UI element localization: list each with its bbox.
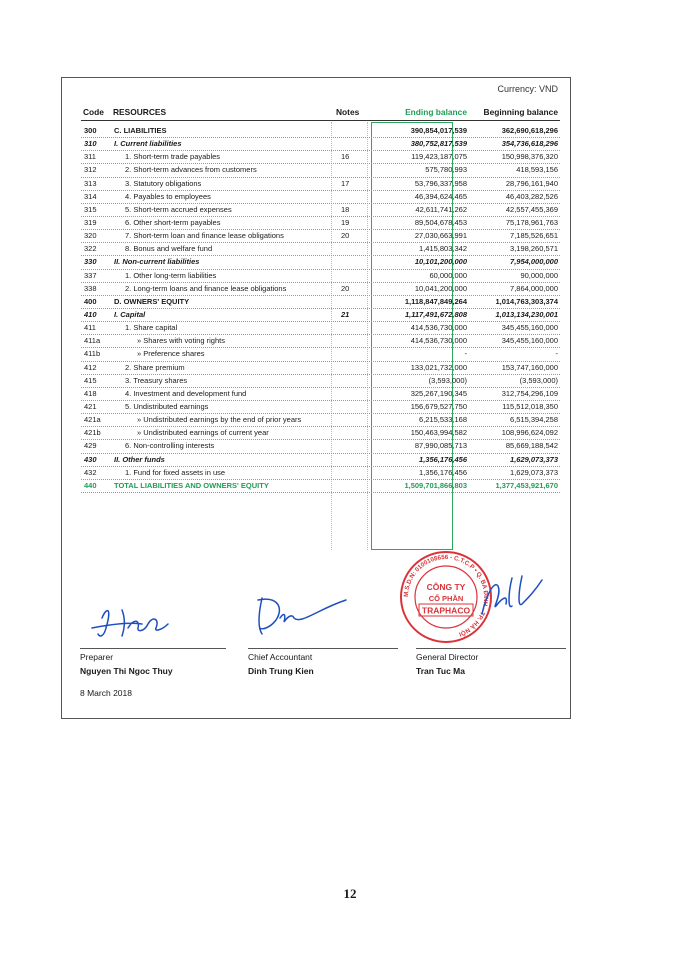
chief-accountant-signature	[248, 588, 358, 643]
row-ending-balance: 1,117,491,672,808	[404, 309, 467, 319]
row-code: 421	[84, 401, 97, 411]
table-row	[81, 362, 560, 375]
table-row	[81, 322, 560, 335]
row-code: 310	[84, 139, 97, 149]
row-beginning-balance: 115,512,018,350	[502, 401, 558, 411]
row-code: 432	[84, 467, 97, 477]
row-ending-balance: -	[464, 349, 467, 359]
row-label: TOTAL LIABILITIES AND OWNERS' EQUITY	[114, 480, 269, 490]
row-label: 7. Short-term loan and finance lease obligations	[125, 231, 284, 241]
row-label: 2. Share premium	[125, 362, 185, 372]
table-row	[81, 164, 560, 177]
table-row	[81, 348, 560, 361]
stamp-line-1: CÔNG TY	[426, 582, 466, 592]
row-label: 5. Undistributed earnings	[125, 401, 209, 411]
table-row	[81, 467, 560, 480]
table-row	[81, 256, 560, 269]
row-beginning-balance: 153,747,160,000	[501, 362, 558, 372]
row-ending-balance: 6,215,533,168	[419, 415, 467, 425]
preparer-name: Nguyen Thi Ngoc Thuy	[80, 666, 173, 676]
row-label: 5. Short-term accrued expenses	[125, 204, 232, 214]
header-code: Code	[83, 107, 104, 117]
table-row	[81, 270, 560, 283]
row-code: 411	[84, 323, 96, 333]
row-beginning-balance: 75,178,961,763	[505, 217, 558, 227]
row-ending-balance: 1,415,803,342	[419, 244, 467, 254]
row-label: 2. Short-term advances from customers	[125, 165, 257, 175]
row-note: 18	[341, 204, 350, 214]
director-name: Tran Tuc Ma	[416, 666, 465, 676]
row-ending-balance: 1,356,176,456	[419, 454, 467, 464]
header-beginning-balance: Beginning balance	[483, 107, 558, 117]
row-ending-balance: 1,356,176,456	[419, 467, 467, 477]
row-label: » Preference shares	[137, 349, 205, 359]
row-note: 17	[341, 178, 350, 188]
table-row	[81, 178, 560, 191]
row-label: 4. Payables to employees	[125, 191, 211, 201]
table-row	[81, 375, 560, 388]
table-row	[81, 296, 560, 309]
table-row	[81, 191, 560, 204]
row-code: 415	[84, 375, 97, 385]
general-director-signature	[472, 566, 552, 626]
row-ending-balance: (3,593,000)	[428, 375, 467, 385]
row-code: 322	[84, 244, 97, 254]
row-ending-balance: 10,041,200,000	[414, 283, 467, 293]
stamp-ring-text: M.S.D.N: 0100108656 - C.T.C.P • Q. BA ĐÌNH - TP. HÀ NỘI	[402, 553, 490, 638]
table-row	[81, 243, 560, 256]
row-code: 319	[84, 217, 97, 227]
table-row	[81, 335, 560, 348]
row-beginning-balance: 28,796,161,940	[505, 178, 558, 188]
preparer-role: Preparer	[80, 652, 114, 662]
row-label: 1. Share capital	[125, 323, 178, 333]
row-label: » Undistributed earnings by the end of prior years	[137, 415, 302, 425]
row-label: I. Capital	[114, 309, 146, 319]
row-code: 338	[84, 283, 97, 293]
row-ending-balance: 390,854,017,539	[410, 126, 467, 135]
preparer-signature	[82, 598, 192, 643]
row-beginning-balance: 7,185,526,651	[510, 231, 558, 241]
table-row	[81, 204, 560, 217]
row-code: 429	[84, 441, 97, 451]
currency-label: Currency: VND	[497, 84, 558, 94]
row-ending-balance: 325,267,190,345	[410, 388, 467, 398]
row-code: 313	[84, 178, 97, 188]
row-beginning-balance: 312,754,296,109	[501, 388, 558, 398]
accountant-name: Dinh Trung Kien	[248, 666, 314, 676]
row-note: 20	[341, 283, 350, 293]
row-note: 20	[341, 231, 350, 241]
table-row	[81, 151, 560, 164]
director-line	[416, 648, 566, 649]
row-code: 440	[84, 480, 97, 490]
table-row	[81, 401, 560, 414]
row-ending-balance: 87,990,085,713	[414, 441, 467, 451]
row-code: 411b	[84, 349, 101, 359]
table-row	[81, 414, 560, 427]
row-label: 6. Non-controlling interests	[125, 441, 215, 451]
stamp-line-3: TRAPHACO	[421, 605, 471, 616]
balance-table	[81, 125, 560, 493]
row-beginning-balance: 345,455,160,000	[501, 323, 558, 333]
row-beginning-balance: 46,403,282,526	[505, 191, 558, 201]
header-resources: RESOURCES	[113, 107, 167, 117]
row-ending-balance: 53,796,337,958	[414, 178, 467, 188]
row-ending-balance: 46,394,624,465	[414, 191, 467, 201]
row-ending-balance: 1,118,847,849,264	[404, 296, 467, 306]
row-label: 3. Treasury shares	[125, 375, 188, 385]
row-ending-balance: 10,101,200,000	[414, 257, 467, 267]
row-ending-balance: 150,463,994,582	[410, 428, 467, 438]
row-code: 314	[84, 191, 97, 201]
row-code: 410	[84, 309, 97, 319]
signing-date: 8 March 2018	[80, 688, 132, 698]
row-label: 8. Bonus and welfare fund	[125, 244, 213, 254]
table-row	[81, 427, 560, 440]
row-beginning-balance: 6,515,394,258	[510, 415, 558, 425]
accountant-role: Chief Accountant	[248, 652, 313, 662]
row-label: I. Current liabilities	[114, 139, 182, 149]
row-beginning-balance: -	[555, 349, 558, 359]
header-notes: Notes	[336, 107, 360, 117]
director-role: General Director	[416, 652, 479, 662]
row-code: 418	[84, 388, 97, 398]
row-label: 1. Fund for fixed assets in use	[125, 467, 226, 477]
statement-frame	[61, 77, 571, 719]
row-beginning-balance: 1,014,763,303,374	[495, 296, 558, 306]
row-ending-balance: 380,752,817,539	[410, 139, 467, 149]
row-label: 6. Other short-term payables	[125, 217, 221, 227]
row-ending-balance: 156,679,527,750	[410, 401, 467, 411]
row-ending-balance: 1,509,701,866,803	[404, 480, 467, 490]
row-code: 421a	[84, 415, 101, 425]
table-row	[81, 454, 560, 467]
row-code: 311	[84, 152, 96, 162]
row-beginning-balance: 1,629,073,373	[510, 467, 558, 477]
row-code: 330	[84, 257, 97, 267]
row-ending-balance: 42,611,741,262	[415, 204, 467, 214]
table-row	[81, 125, 560, 138]
row-beginning-balance: 345,455,160,000	[501, 336, 558, 346]
row-code: 400	[84, 296, 97, 306]
row-beginning-balance: 108,996,624,092	[501, 428, 558, 438]
table-row	[81, 388, 560, 401]
row-code: 320	[84, 231, 97, 241]
row-label: 2. Long-term loans and finance lease obligations	[125, 283, 287, 293]
row-beginning-balance: 42,557,455,369	[505, 204, 558, 214]
row-label: 4. Investment and development fund	[125, 388, 247, 398]
row-code: 412	[84, 362, 97, 372]
row-code: 312	[84, 165, 97, 175]
row-ending-balance: 414,536,730,000	[410, 336, 467, 346]
table-row	[81, 309, 560, 322]
row-beginning-balance: 1,377,453,921,670	[495, 480, 558, 490]
stamp-line-2: CỔ PHẦN	[428, 594, 464, 603]
row-ending-balance: 27,030,663,991	[414, 231, 467, 241]
row-ending-balance: 133,021,732,000	[410, 362, 467, 372]
accountant-line	[248, 648, 398, 649]
row-ending-balance: 414,536,730,000	[410, 323, 467, 333]
row-code: 430	[84, 454, 97, 464]
row-note: 16	[341, 152, 350, 162]
row-beginning-balance: 90,000,000	[520, 270, 558, 280]
row-code: 411a	[84, 336, 101, 346]
row-note: 19	[341, 217, 350, 227]
row-code: 337	[84, 270, 97, 280]
row-label: 1. Short-term trade payables	[125, 152, 221, 162]
row-label: II. Other funds	[114, 454, 165, 464]
table-row	[81, 217, 560, 230]
table-row	[81, 230, 560, 243]
row-ending-balance: 575,780,993	[425, 165, 467, 175]
row-label: C. LIABILITIES	[114, 126, 167, 135]
row-beginning-balance: 7,864,000,000	[510, 283, 558, 293]
row-label: D. OWNERS' EQUITY	[114, 296, 190, 306]
row-beginning-balance: 3,198,260,571	[510, 244, 558, 254]
row-ending-balance: 60,000,000	[429, 270, 467, 280]
row-label: 1. Other long-term liabilities	[125, 270, 217, 280]
row-code: 315	[84, 204, 97, 214]
table-row	[81, 283, 560, 296]
table-row	[81, 480, 560, 493]
row-beginning-balance: 7,954,000,000	[510, 257, 558, 267]
row-beginning-balance: 418,593,156	[516, 165, 558, 175]
table-header	[81, 104, 560, 121]
row-ending-balance: 119,423,187,075	[411, 152, 467, 162]
row-label: 3. Statutory obligations	[125, 178, 202, 188]
row-label: » Undistributed earnings of current year	[137, 428, 269, 438]
row-code: 300	[84, 126, 97, 135]
row-beginning-balance: 1,629,073,373	[510, 454, 558, 464]
table-row	[81, 440, 560, 453]
row-beginning-balance: (3,593,000)	[519, 375, 558, 385]
row-beginning-balance: 354,736,618,296	[501, 139, 558, 149]
preparer-line	[80, 648, 226, 649]
row-beginning-balance: 85,669,188,542	[505, 441, 558, 451]
row-beginning-balance: 1,013,134,230,001	[495, 309, 558, 319]
row-beginning-balance: 150,998,376,320	[501, 152, 558, 162]
row-beginning-balance: 362,690,618,296	[501, 126, 558, 135]
table-row	[81, 138, 560, 151]
page-number: 12	[343, 886, 357, 901]
row-label: » Shares with voting rights	[137, 336, 225, 346]
header-ending-balance: Ending balance	[405, 107, 467, 117]
row-note: 21	[341, 309, 350, 319]
row-label: II. Non-current liabilities	[114, 257, 200, 267]
row-ending-balance: 89,504,678,453	[414, 217, 467, 227]
row-code: 421b	[84, 428, 101, 438]
